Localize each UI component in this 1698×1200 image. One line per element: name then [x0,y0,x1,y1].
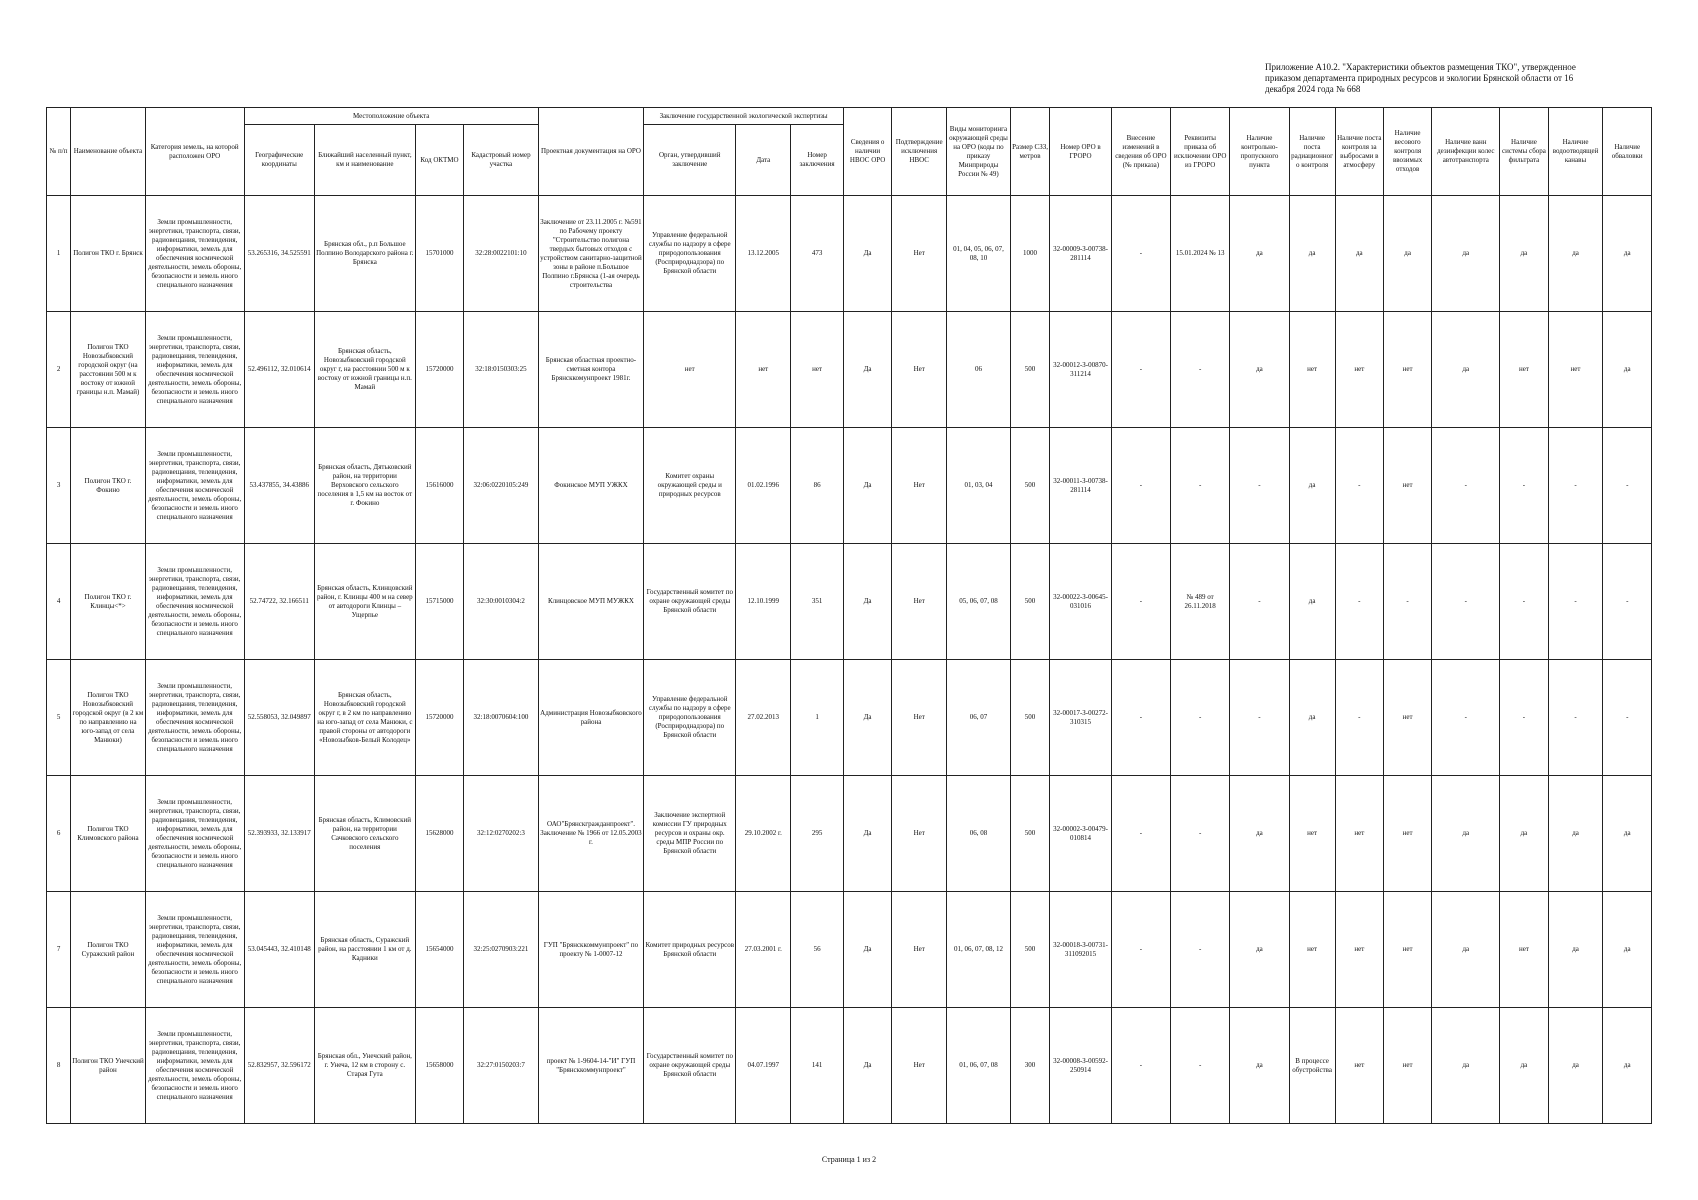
header-embankment: Наличие обваловки [1603,108,1652,196]
header-groro-no: Номер ОРО в ГРОРО [1050,108,1111,196]
cell-name: Полигон ТКО Климовского района [71,776,146,892]
cell-monitoring: 01, 06, 07, 08 [947,1008,1011,1124]
cell-project: Заключение от 23.11.2005 г. №591 по Рабочему проекту "Строительство полигона твердых бытовых отходов с устройством санитарно-защитной зоны в районе п.Большое Полпино г.Брянска (1-ая очередь строительства [538,196,643,312]
cell-exclusion: - [1171,776,1230,892]
cell-nearest: Брянская область, Новозыбковский городской округ г, в 2 км по направлению на юго-запад от села Манюки, с правой стороны от автодороги «Новозыбков-Белый Колодец» [314,660,415,776]
cell-project: Фокинское МУП УЖКХ [538,428,643,544]
cell-szz: 500 [1010,892,1050,1008]
cell-oktmo: 15720000 [415,312,463,428]
cell-ivos-info: Да [843,776,891,892]
cell-checkpoint: да [1230,312,1289,428]
table-row [47,428,1652,544]
cell-authority: нет [644,312,736,428]
cell-ivos-confirm: Нет [892,196,947,312]
cell-category: Земли промышленности, энергетики, транспорта, связи, радиовещания, телевидения, информатики, земель для обеспечения космической деятельности, земель обороны, безопасности и земель иного специального назначения [145,660,244,776]
cell-filtrate: - [1500,544,1548,660]
header-emission: Наличие поста контроля за выбросами в атмосферу [1335,108,1383,196]
cell-coords: 53.265316, 34.525591 [244,196,314,312]
cell-disinfection: да [1432,776,1500,892]
cell-ivos-info: Да [843,544,891,660]
cell-ivos-info: Да [843,196,891,312]
cell-groro-no: 32-00011-З-00738-281114 [1050,428,1111,544]
cell-ivos-confirm: Нет [892,660,947,776]
cell-ivos-confirm: Нет [892,428,947,544]
cell-date: нет [736,312,791,428]
cell-drainage: - [1548,428,1603,544]
cell-authority: Комитет охраны окружающей среды и природных ресурсов [644,428,736,544]
cell-nearest: Брянская область, Дятьковский район, на территории Верховского сельского поселения в 1,5 км на восток от г. Фокино [314,428,415,544]
cell-ivos-confirm: Нет [892,312,947,428]
cell-name: Полигон ТКО г. Брянск [71,196,146,312]
cell-filtrate: да [1500,1008,1548,1124]
cell-weight: нет [1383,892,1431,1008]
header-category: Категория земель, на которой расположен ОРО [145,108,244,196]
table-row [47,892,1652,1008]
cell-filtrate: нет [1500,312,1548,428]
cell-emission: нет [1335,1008,1383,1124]
header-cadastral: Кадастровый номер участка [464,125,539,196]
cell-drainage: - [1548,544,1603,660]
cell-num: 6 [47,776,71,892]
cell-name: Полигон ТКО г. Клинцы<*> [71,544,146,660]
cell-groro-no: 32-00018-З-00731-311092015 [1050,892,1111,1008]
cell-embankment: да [1603,892,1652,1008]
cell-groro-no: 32-00009-З-00738-281114 [1050,196,1111,312]
header-checkpoint: Наличие контрольно-пропускного пункта [1230,108,1289,196]
cell-ivos-info: Да [843,312,891,428]
cell-weight: нет [1383,1008,1431,1124]
cell-filtrate: - [1500,428,1548,544]
cell-num: 7 [47,892,71,1008]
cell-changes: - [1111,892,1170,1008]
cell-exclusion: - [1171,428,1230,544]
table-row [47,544,1652,660]
cell-weight: нет [1383,312,1431,428]
cell-radiation: нет [1289,892,1335,1008]
cell-exclusion: - [1171,312,1230,428]
cell-conclusion-no: нет [791,312,844,428]
cell-emission: - [1335,660,1383,776]
cell-szz: 500 [1010,660,1050,776]
cell-conclusion-no: 351 [791,544,844,660]
cell-cadastral: 32:06:0220105:249 [464,428,539,544]
cell-category: Земли промышленности, энергетики, транспорта, связи, радиовещания, телевидения, информатики, земель для обеспечения космической деятельности, земель обороны, безопасности и земель иного специального назначения [145,196,244,312]
header-project: Проектная документация на ОРО [538,108,643,196]
cell-category: Земли промышленности, энергетики, транспорта, связи, радиовещания, телевидения, информатики, земель для обеспечения космической деятельности, земель обороны, безопасности и земель иного специального назначения [145,544,244,660]
cell-groro-no: 32-00017-З-00272-310315 [1050,660,1111,776]
cell-disinfection: да [1432,892,1500,1008]
cell-coords: 52.496112, 32.010614 [244,312,314,428]
cell-nearest: Брянская область, Климовский район, на территории Сачковского сельского поселения [314,776,415,892]
header-monitoring: Виды мониторинга окружающей среды на ОРО (коды по приказу Минприроды России № 49) [947,108,1011,196]
cell-disinfection: да [1432,312,1500,428]
cell-embankment: да [1603,312,1652,428]
cell-disinfection: да [1432,196,1500,312]
cell-authority: Заключение экспертной комиссии ГУ природных ресурсов и охраны окр. среды МПР России по Брянской области [644,776,736,892]
cell-ivos-info: Да [843,428,891,544]
header-coords: Географические координаты [244,125,314,196]
cell-coords: 53.437855, 34.43886 [244,428,314,544]
cell-ivos-info: Да [843,1008,891,1124]
cell-checkpoint: - [1230,660,1289,776]
cell-cadastral: 32:27:0150203:7 [464,1008,539,1124]
cell-category: Земли промышленности, энергетики, транспорта, связи, радиовещания, телевидения, информатики, земель для обеспечения космической деятельности, земель обороны, безопасности и земель иного специального назначения [145,312,244,428]
cell-project: ГУП "Брянсккоммунпроект" по проекту № 1-0007-12 [538,892,643,1008]
table-row [47,660,1652,776]
cell-oktmo: 15628000 [415,776,463,892]
cell-drainage: да [1548,1008,1603,1124]
cell-szz: 500 [1010,312,1050,428]
cell-oktmo: 15715000 [415,544,463,660]
cell-szz: 500 [1010,428,1050,544]
cell-date: 13.12.2005 [736,196,791,312]
cell-date: 27.02.2013 [736,660,791,776]
cell-embankment: - [1603,660,1652,776]
header-filtrate: Наличие системы сбора фильтрата [1500,108,1548,196]
cell-num: 4 [47,544,71,660]
cell-drainage: да [1548,196,1603,312]
cell-cadastral: 32:30:0010304:2 [464,544,539,660]
header-disinfection: Наличие ванн дезинфекции колес автотранспорта [1432,108,1500,196]
cell-date: 04.07.1997 [736,1008,791,1124]
cell-date: 27.03.2001 г. [736,892,791,1008]
cell-project: проект № 1-9604-14-"И" ГУП "Брянсккоммунпроект" [538,1008,643,1124]
cell-checkpoint: - [1230,428,1289,544]
cell-monitoring: 01, 06, 07, 08, 12 [947,892,1011,1008]
header-ivos-info: Сведения о наличии НВОС ОРО [843,108,891,196]
cell-project: ОАО"Брянскгражданпроект". Заключение № 1966 от 12.05.2003 г. [538,776,643,892]
cell-groro-no: 32-00012-З-00870-311214 [1050,312,1111,428]
cell-coords: 52.832957, 32.596172 [244,1008,314,1124]
cell-radiation: В процессе обустройства [1289,1008,1335,1124]
cell-nearest: Брянская область, Клинцовский район, г. Клинцы 400 м на север от автодороги Клинцы – Ущерпье [314,544,415,660]
cell-disinfection: - [1432,428,1500,544]
cell-name: Полигон ТКО Новозыбковский городской округ (на расстоянии 500 м к востоку от южной границы н.п. Мамай) [71,312,146,428]
table-row [47,776,1652,892]
cell-drainage: да [1548,776,1603,892]
page-footer: Страница 1 из 2 [821,1155,877,1164]
cell-ivos-info: Да [843,660,891,776]
cell-changes: - [1111,776,1170,892]
cell-cadastral: 32:25:0270903:221 [464,892,539,1008]
cell-name: Полигон ТКО Унечский район [71,1008,146,1124]
cell-conclusion-no: 1 [791,660,844,776]
cell-conclusion-no: 86 [791,428,844,544]
cell-groro-no: 32-00022-З-00645-031016 [1050,544,1111,660]
cell-szz: 300 [1010,1008,1050,1124]
cell-emission: нет [1335,312,1383,428]
cell-emission: нет [1335,776,1383,892]
cell-date: 29.10.2002 г. [736,776,791,892]
cell-weight: да [1383,196,1431,312]
cell-monitoring: 01, 04, 05, 06, 07, 08, 10 [947,196,1011,312]
cell-nearest: Брянская обл., р.п Большое Полпино Володарского района г. Брянска [314,196,415,312]
cell-radiation: нет [1289,312,1335,428]
cell-szz: 500 [1010,544,1050,660]
cell-checkpoint: да [1230,776,1289,892]
cell-authority: Комитет природных ресурсов Брянской области [644,892,736,1008]
cell-disinfection: да [1432,1008,1500,1124]
cell-checkpoint: да [1230,196,1289,312]
cell-filtrate: нет [1500,892,1548,1008]
cell-filtrate: да [1500,196,1548,312]
objects-table [46,107,1652,1124]
cell-emission: нет [1335,892,1383,1008]
cell-drainage: - [1548,660,1603,776]
cell-checkpoint: - [1230,544,1289,660]
cell-groro-no: 32-00002-З-00479-010814 [1050,776,1111,892]
cell-category: Земли промышленности, энергетики, транспорта, связи, радиовещания, телевидения, информатики, земель для обеспечения космической деятельности, земель обороны, безопасности и земель иного специального назначения [145,892,244,1008]
cell-oktmo: 15720000 [415,660,463,776]
cell-name: Полигон ТКО Новозыбковский городской округ (в 2 км по направлению на юго-запад от села Манюки) [71,660,146,776]
cell-cadastral: 32:12:0270202:3 [464,776,539,892]
cell-emission: да [1335,196,1383,312]
cell-num: 3 [47,428,71,544]
cell-exclusion: - [1171,1008,1230,1124]
cell-groro-no: 32-00008-З-00592-250914 [1050,1008,1111,1124]
header-oktmo: Код ОКТМО [415,125,463,196]
cell-conclusion-no: 141 [791,1008,844,1124]
cell-oktmo: 15654000 [415,892,463,1008]
cell-changes: - [1111,544,1170,660]
cell-szz: 1000 [1010,196,1050,312]
cell-radiation: да [1289,544,1335,660]
cell-ivos-confirm: Нет [892,544,947,660]
cell-date: 12.10.1999 [736,544,791,660]
cell-oktmo: 15658000 [415,1008,463,1124]
cell-num: 1 [47,196,71,312]
cell-weight: нет [1383,428,1431,544]
cell-changes: - [1111,660,1170,776]
cell-category: Земли промышленности, энергетики, транспорта, связи, радиовещания, телевидения, информатики, земель для обеспечения космической деятельности, земель обороны, безопасности и земель иного специального назначения [145,428,244,544]
cell-authority: Государственный комитет по охране окружающей среды Брянской области [644,544,736,660]
cell-changes: - [1111,1008,1170,1124]
cell-checkpoint: да [1230,1008,1289,1124]
cell-checkpoint: да [1230,892,1289,1008]
cell-oktmo: 15616000 [415,428,463,544]
cell-cadastral: 32:28:0022101:10 [464,196,539,312]
header-exclusion: Реквизиты приказа об исключении ОРО из ГРОРО [1171,108,1230,196]
caption-line-1: Приложение А10.2. "Характеристики объектов размещения ТКО", утвержденное [1265,62,1576,72]
cell-oktmo: 15701000 [415,196,463,312]
cell-embankment: да [1603,776,1652,892]
cell-category: Земли промышленности, энергетики, транспорта, связи, радиовещания, телевидения, информатики, земель для обеспечения космической деятельности, земель обороны, безопасности и земель иного специального назначения [145,776,244,892]
table-body [47,196,1652,1124]
cell-szz: 500 [1010,776,1050,892]
cell-monitoring: 06 [947,312,1011,428]
cell-exclusion: - [1171,660,1230,776]
cell-conclusion-no: 473 [791,196,844,312]
cell-radiation: да [1289,196,1335,312]
cell-name: Полигон ТКО г. Фокино [71,428,146,544]
cell-project: Брянская областная проектно-сметная контора Брянсккомунпроект 1981г. [538,312,643,428]
cell-num: 2 [47,312,71,428]
cell-disinfection: - [1432,544,1500,660]
cell-weight: - [1383,544,1431,660]
cell-embankment: да [1603,1008,1652,1124]
cell-emission: - [1335,544,1383,660]
cell-exclusion: 15.01.2024 № 13 [1171,196,1230,312]
cell-emission: - [1335,428,1383,544]
cell-weight: нет [1383,660,1431,776]
cell-changes: - [1111,428,1170,544]
cell-drainage: нет [1548,312,1603,428]
cell-radiation: да [1289,428,1335,544]
table-row [47,312,1652,428]
cell-nearest: Брянская область, Новозыбковский городской округ г, на расстоянии 500 м к востоку от южной границы н.п. Мамай [314,312,415,428]
header-location-group: Местоположение объекта [244,108,538,125]
cell-ivos-confirm: Нет [892,892,947,1008]
cell-changes: - [1111,196,1170,312]
header-date: Дата [736,125,791,196]
cell-ivos-confirm: Нет [892,776,947,892]
cell-coords: 52.74722, 32.166511 [244,544,314,660]
cell-project: Администрация Новозыбковского района [538,660,643,776]
cell-coords: 52.558053, 32.049897 [244,660,314,776]
cell-embankment: - [1603,544,1652,660]
header-radiation: Наличие поста радиационного контроля [1289,108,1335,196]
cell-conclusion-no: 56 [791,892,844,1008]
cell-ivos-confirm: Нет [892,1008,947,1124]
cell-drainage: да [1548,892,1603,1008]
cell-cadastral: 32:18:0150303:25 [464,312,539,428]
cell-radiation: нет [1289,776,1335,892]
cell-nearest: Брянская область, Суражский район, на расстоянии 1 км от д. Кадники [314,892,415,1008]
table-row [47,196,1652,312]
cell-project: Клинцовское МУП МУЖКХ [538,544,643,660]
cell-monitoring: 05, 06, 07, 08 [947,544,1011,660]
cell-monitoring: 06, 07 [947,660,1011,776]
caption-line-3: декабря 2024 года № 668 [1265,84,1361,94]
cell-authority: Управление федеральной службы по надзору в сфере природопользования (Росприроднадзора) по Брянской области [644,196,736,312]
cell-date: 01.02.1996 [736,428,791,544]
cell-cadastral: 32:18:0070604:100 [464,660,539,776]
header-nearest: Ближайший населенный пункт, км и наименование [314,125,415,196]
header-drainage: Наличие водоотводящей канавы [1548,108,1603,196]
header-name: Наименование объекта [71,108,146,196]
document-caption [1265,62,1620,95]
cell-num: 8 [47,1008,71,1124]
cell-changes: - [1111,312,1170,428]
header-szz: Размер СЗЗ, метров [1010,108,1050,196]
cell-num: 5 [47,660,71,776]
cell-category: Земли промышленности, энергетики, транспорта, связи, радиовещания, телевидения, информатики, земель для обеспечения космической деятельности, земель обороны, безопасности и земель иного специального назначения [145,1008,244,1124]
cell-name: Полигон ТКО Суражский район [71,892,146,1008]
cell-exclusion: № 489 от 26.11.2018 [1171,544,1230,660]
cell-monitoring: 06, 08 [947,776,1011,892]
header-ivos-confirm: Подтверждение исключения НВОС [892,108,947,196]
cell-ivos-info: Да [843,892,891,1008]
header-expertise-group: Заключение государственной экологической экспертизы [644,108,844,125]
header-num: № п/п [47,108,71,196]
table-row [47,1008,1652,1124]
header-authority: Орган, утвердивший заключение [644,125,736,196]
cell-filtrate: да [1500,776,1548,892]
cell-embankment: да [1603,196,1652,312]
cell-nearest: Брянская обл., Унечский район, г. Унеча, 12 км в сторону с. Старая Гута [314,1008,415,1124]
cell-coords: 52.393933, 32.133917 [244,776,314,892]
cell-disinfection: - [1432,660,1500,776]
cell-weight: нет [1383,776,1431,892]
header-weight: Наличие весового контроля ввозимых отходов [1383,108,1431,196]
caption-line-2: приказом департамента природных ресурсов и экологии Брянской области от 16 [1265,73,1574,83]
header-conclusion-no: Номер заключения [791,125,844,196]
cell-monitoring: 01, 03, 04 [947,428,1011,544]
cell-authority: Государственный комитет по охране окружающей среды Брянской области [644,1008,736,1124]
cell-coords: 53.045443, 32.410148 [244,892,314,1008]
cell-filtrate: - [1500,660,1548,776]
cell-embankment: - [1603,428,1652,544]
cell-exclusion: - [1171,892,1230,1008]
cell-authority: Управление федеральной службы по надзору в сфере природопользования (Росприроднадзора) по Брянской области [644,660,736,776]
cell-conclusion-no: 295 [791,776,844,892]
cell-radiation: да [1289,660,1335,776]
header-changes: Внесение изменений в сведения об ОРО (№ приказа) [1111,108,1170,196]
